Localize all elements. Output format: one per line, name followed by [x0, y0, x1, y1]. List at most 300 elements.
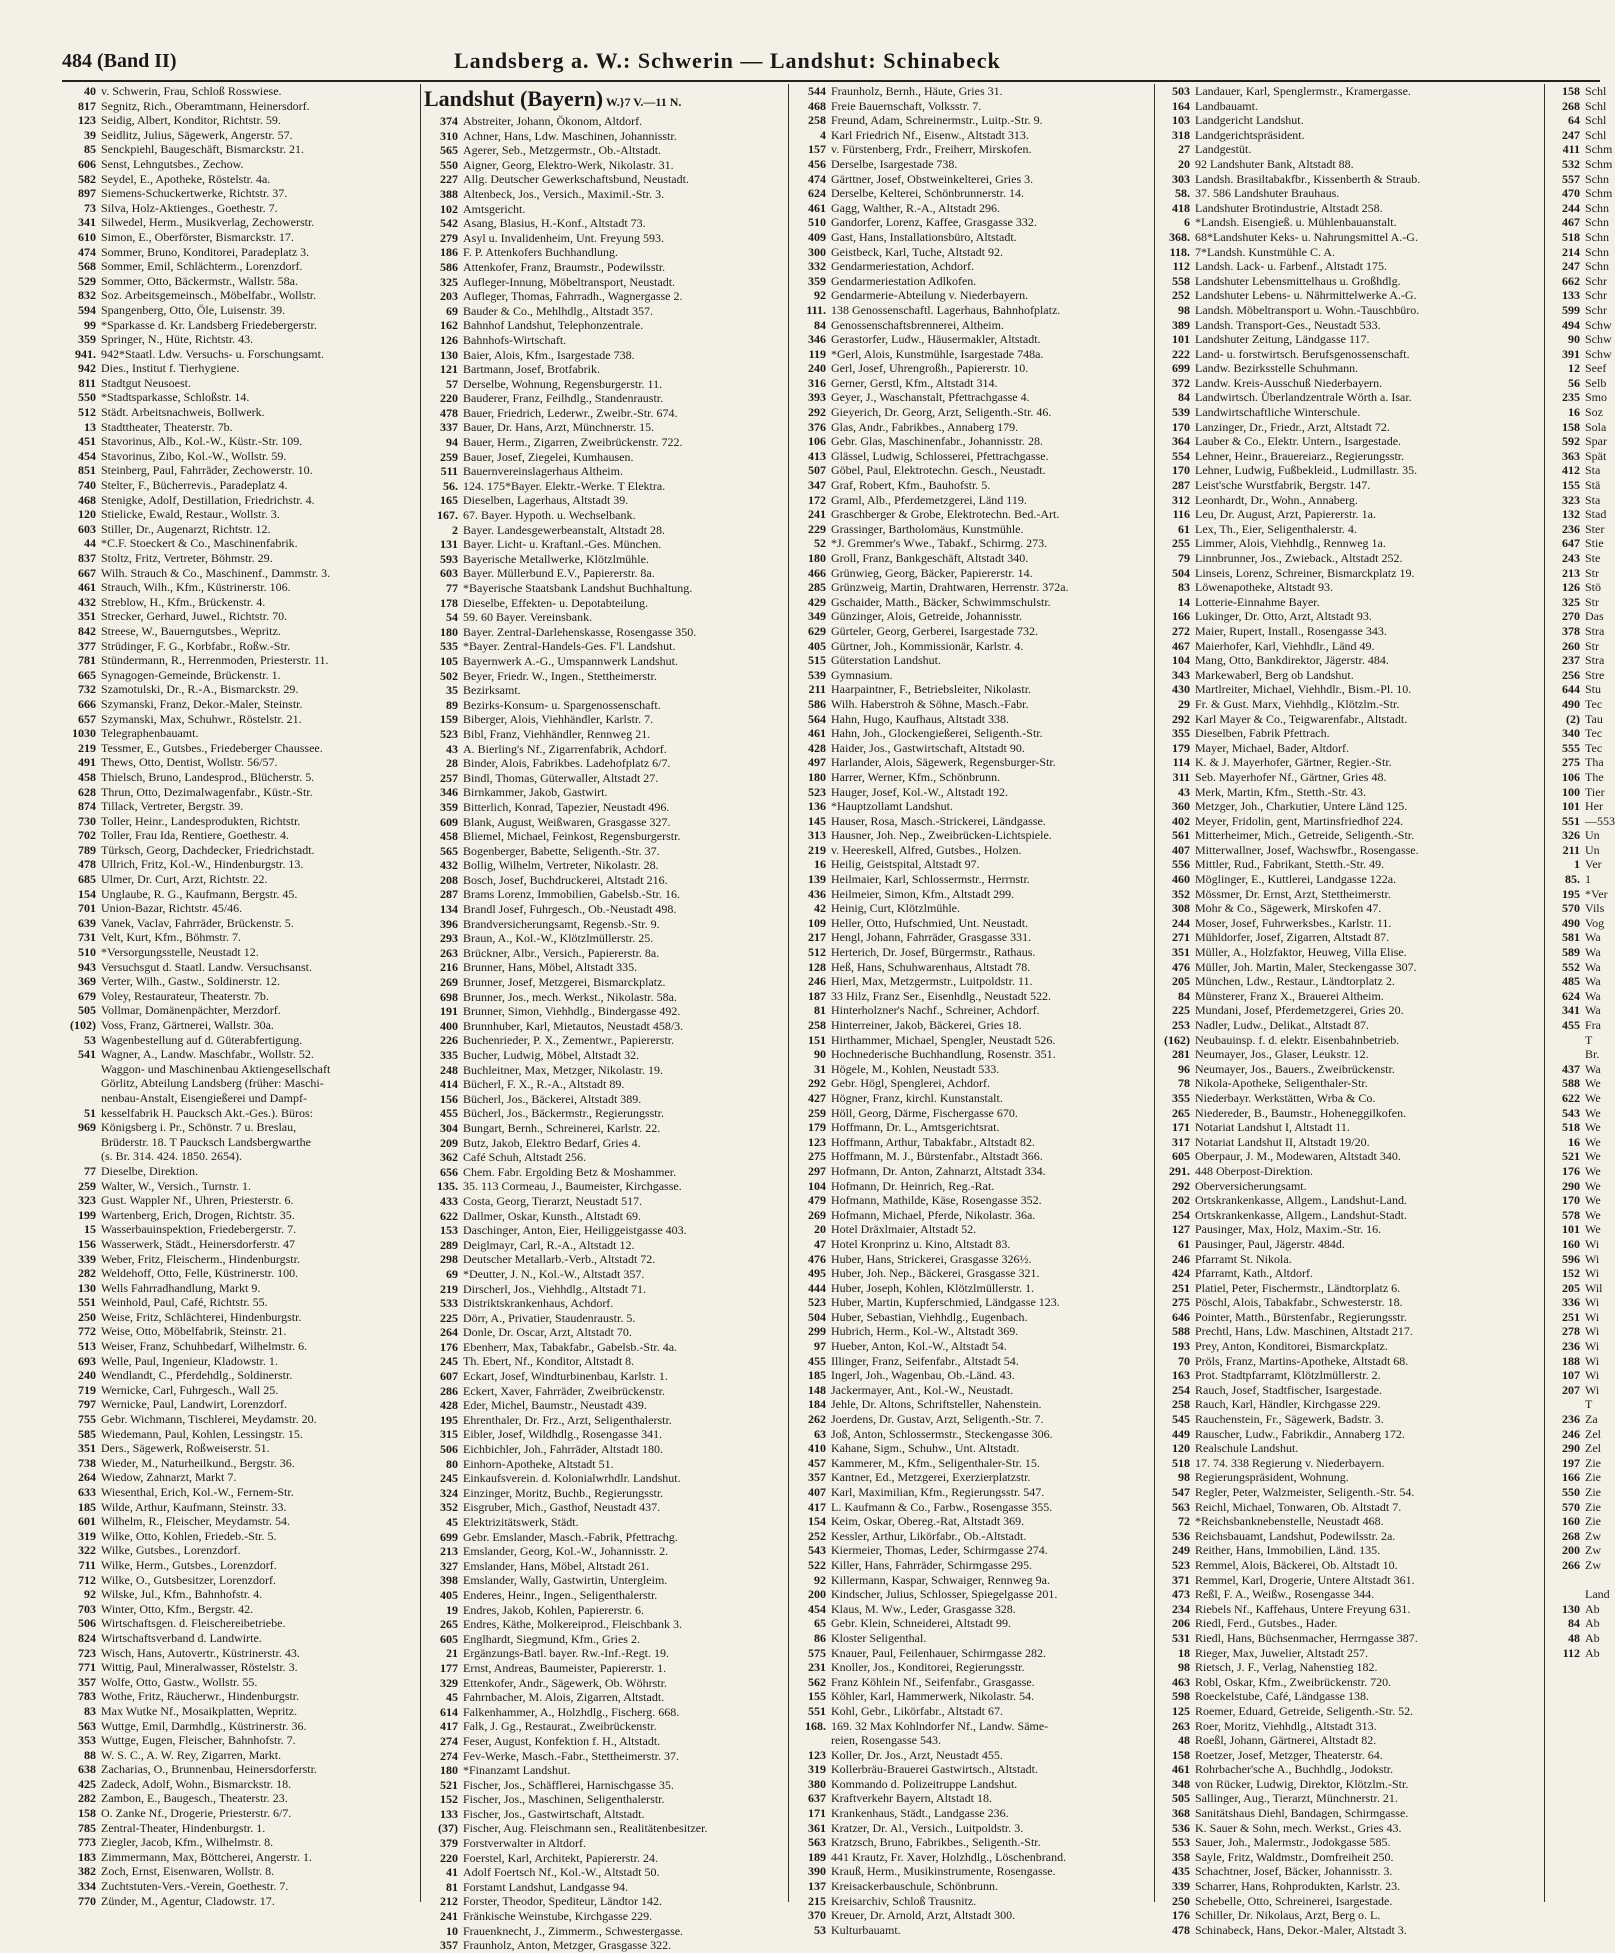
- entry-text: Schm: [1585, 156, 1613, 171]
- entry-text: Gendarmerie-Abteilung v. Niederbayern.: [831, 288, 1029, 303]
- entry-text: Gerner, Gerstl, Kfm., Altstadt 314.: [831, 375, 998, 390]
- directory-entry: [424, 143, 786, 158]
- entry-text: Schm: [1585, 142, 1613, 157]
- directory-entry: [424, 1559, 786, 1574]
- phone-number: 92: [814, 288, 826, 303]
- directory-entry: [1546, 580, 1600, 595]
- entry-text: Streese, W., Bauerngutsbes., Wepritz.: [101, 623, 281, 638]
- directory-entry: [424, 1749, 786, 1764]
- phone-number: 292: [1172, 711, 1190, 726]
- directory-entry: [62, 186, 418, 201]
- directory-entry: [62, 1733, 418, 1748]
- phone-number: 244: [1172, 915, 1190, 930]
- entry-text: Sta: [1585, 463, 1601, 478]
- directory-entry: [792, 1427, 1152, 1442]
- directory-entry: [1158, 1646, 1542, 1661]
- phone-number: 543: [808, 1543, 826, 1558]
- directory-entry: [424, 464, 786, 479]
- phone-number: 43: [446, 741, 458, 756]
- directory-entry: [1158, 1237, 1542, 1252]
- entry-text: Bartmann, Josef, Brotfabrik.: [463, 362, 600, 377]
- phone-number: 605: [440, 1631, 458, 1646]
- entry-text: Merk, Martin, Kfm., Stetth.-Str. 43.: [1195, 784, 1366, 799]
- entry-text: We: [1585, 1120, 1601, 1135]
- directory-entry: [1158, 1470, 1542, 1485]
- entry-text: Ders., Sägewerk, Roßweiserstr. 51.: [101, 1441, 270, 1456]
- phone-number: 470: [1562, 186, 1580, 201]
- entry-text: Wirtschaftsgen. d. Fleischereibetriebe.: [101, 1616, 286, 1631]
- entry-text: Hubrich, Herm., Kol.-W., Altstadt 369.: [831, 1324, 1019, 1339]
- phone-number: 126: [1562, 580, 1580, 595]
- phone-number: 290: [1562, 1178, 1580, 1193]
- entry-text: Das: [1585, 609, 1604, 624]
- entry-text: Landgerichtspräsident.: [1195, 127, 1305, 142]
- entry-text: Landsh. Transport-Ges., Neustadt 533.: [1195, 317, 1381, 332]
- phone-number: 582: [78, 171, 96, 186]
- directory-entry: [1158, 653, 1542, 668]
- phone-number: 369: [78, 974, 96, 989]
- directory-entry: [792, 741, 1152, 756]
- phone-number: 585: [78, 1426, 96, 1441]
- phone-number: 400: [440, 1018, 458, 1033]
- phone-number: 158: [1562, 84, 1580, 98]
- phone-number: 504: [808, 1309, 826, 1324]
- phone-number: 351: [78, 1441, 96, 1456]
- phone-number: 106: [1562, 769, 1580, 784]
- phone-number: 92: [814, 1572, 826, 1587]
- directory-entry: [62, 347, 418, 362]
- phone-number: 167.: [437, 508, 458, 523]
- entry-text: Kreisarchiv, Schloß Trausnitz.: [831, 1893, 977, 1908]
- phone-number: 297: [808, 1163, 826, 1178]
- phone-number: 529: [78, 273, 96, 288]
- directory-entry: [1546, 463, 1600, 478]
- phone-number: 393: [808, 390, 826, 405]
- directory-entry: [792, 872, 1152, 887]
- entry-text: Graf, Robert, Kfm., Bauhofstr. 5.: [831, 478, 991, 493]
- entry-text: Roeckelstube, Café, Ländgasse 138.: [1195, 1689, 1369, 1704]
- phone-number: 352: [440, 1500, 458, 1515]
- phone-number: 298: [440, 1252, 458, 1267]
- entry-text: Zimmermann, Max, Böttcherei, Angerstr. 1.: [101, 1849, 312, 1864]
- entry-text: Schl: [1585, 113, 1607, 128]
- directory-entry: [1158, 361, 1542, 376]
- directory-entry: [424, 1500, 786, 1515]
- directory-entry: [62, 128, 418, 143]
- phone-number: 308: [1172, 901, 1190, 916]
- directory-entry: [792, 1850, 1152, 1865]
- phone-number: 235: [1562, 390, 1580, 405]
- entry-text: Strauch, Wilh., Kfm., Küstrinerstr. 106.: [101, 580, 291, 595]
- directory-entry: [62, 113, 418, 128]
- phone-number: 156: [78, 1236, 96, 1251]
- entry-text: We: [1585, 1090, 1601, 1105]
- entry-text: Hotel Dräxlmaier, Altstadt 52.: [831, 1222, 977, 1237]
- entry-text: Zw: [1585, 1528, 1601, 1543]
- entry-text: Ab: [1585, 1630, 1600, 1645]
- entry-text: Wolfe, Otto, Gastw., Wollstr. 55.: [101, 1674, 258, 1689]
- directory-entry: [792, 230, 1152, 245]
- directory-entry: [1158, 712, 1542, 727]
- entry-text: Prot. Stadtpfarramt, Klötzlmüllerstr. 2.: [1195, 1368, 1381, 1383]
- phone-number: 246: [1562, 1426, 1580, 1441]
- phone-number: 219: [808, 842, 826, 857]
- phone-number: 289: [440, 1237, 458, 1252]
- entry-text: Bitterlich, Konrad, Tapezier, Neustadt 496.: [463, 799, 670, 814]
- directory-entry: [792, 1354, 1152, 1369]
- phone-number: 257: [440, 770, 458, 785]
- phone-number: 28: [446, 756, 458, 771]
- entry-text: Wieder, M., Naturheilkund., Bergstr. 36.: [101, 1455, 295, 1470]
- phone-number: 259: [440, 449, 458, 464]
- entry-text: Killer, Hans, Fahrräder, Schirmgasse 295.: [831, 1557, 1032, 1572]
- directory-entry: [62, 712, 418, 727]
- directory-entry: [1158, 1806, 1542, 1821]
- phone-number: 29: [1178, 696, 1190, 711]
- directory-entry: [792, 1762, 1152, 1777]
- directory-entry: [1546, 915, 1605, 931]
- entry-text: Schw: [1585, 332, 1612, 347]
- phone-number: 265: [440, 1617, 458, 1632]
- directory-entry: [792, 1616, 1152, 1631]
- phone-number: 588: [1172, 1324, 1190, 1339]
- directory-entry: [424, 172, 786, 187]
- directory-entry: [1158, 230, 1542, 245]
- entry-text: Högner, Franz, kirchl. Kunstanstalt.: [831, 1090, 1003, 1105]
- phone-number: 154: [808, 1514, 826, 1529]
- directory-entry: [424, 1865, 786, 1880]
- entry-text: Hofmann, Dr. Anton, Zahnarzt, Altstadt 334.: [831, 1163, 1046, 1178]
- phone-number: 275: [1562, 755, 1580, 770]
- entry-text: *C.F. Stoeckert & Co., Maschinenfabrik.: [101, 536, 298, 551]
- entry-text: v. Heereskell, Alfred, Gutsbes., Holzen.: [831, 842, 1022, 857]
- entry-text: Ab: [1585, 1645, 1600, 1660]
- directory-entry: [792, 668, 1152, 683]
- entry-text: We: [1585, 1207, 1601, 1222]
- phone-number: 789: [78, 842, 96, 857]
- directory-entry: [1546, 930, 1600, 945]
- directory-entry: [792, 1003, 1152, 1018]
- phone-number: 942: [78, 361, 96, 376]
- entry-text: Schn: [1585, 259, 1609, 274]
- phone-number: 732: [78, 682, 96, 697]
- directory-entry: [424, 260, 786, 275]
- entry-text: Gürteler, Georg, Gerberei, Isargestade 732.: [831, 623, 1038, 638]
- directory-entry: [1158, 726, 1542, 741]
- directory-entry: [1158, 1135, 1542, 1150]
- phone-number: 380: [808, 1776, 826, 1791]
- entry-text: Streblow, H., Kfm., Brückenstr. 4.: [101, 594, 266, 609]
- directory-entry: [62, 1003, 418, 1018]
- directory-entry: [424, 493, 786, 508]
- directory-entry: [1546, 186, 1613, 201]
- entry-text: Szymanski, Franz, Dekor.-Maler, Steinstr.: [101, 696, 303, 711]
- phone-number: 179: [1172, 740, 1190, 755]
- directory-entry: [792, 215, 1152, 230]
- entry-text: Roemer, Eduard, Getreide, Seligenth.-Str. 52.: [1195, 1703, 1414, 1718]
- directory-entry: [1546, 1149, 1600, 1164]
- directory-entry: [424, 1632, 786, 1647]
- entry-text: Soz. Arbeitsgemeinsch., Möbelfabr., Wollstr.: [101, 288, 317, 303]
- entry-text: Hoffmann, Dr. L., Amtsgerichtsrat.: [831, 1120, 1000, 1135]
- directory-entry: [1546, 244, 1609, 260]
- directory-entry: [792, 1777, 1152, 1792]
- entry-text: Rauch, Karl, Händler, Kirchgasse 229.: [1195, 1397, 1381, 1412]
- entry-text: Metzger, Joh., Charkutier, Untere Länd 125.: [1195, 799, 1408, 814]
- directory-entry: [62, 230, 418, 245]
- phone-number: 90: [814, 1047, 826, 1062]
- entry-text: The: [1585, 769, 1604, 784]
- phone-number: 259: [808, 1105, 826, 1120]
- directory-entry: [1546, 1106, 1600, 1121]
- entry-text: Foerstel, Karl, Architekt, Papiererstr. 24.: [463, 1850, 658, 1865]
- entry-text: Heilmeier, Simon, Kfm., Altstadt 299.: [831, 886, 1015, 901]
- entry-text: Bollig, Wilhelm, Vertreter, Nikolastr. 28.: [463, 858, 659, 873]
- phone-number: 292: [808, 1076, 826, 1091]
- phone-number: 637: [808, 1791, 826, 1806]
- directory-entry: [424, 129, 786, 144]
- directory-entry: [792, 1719, 1152, 1734]
- directory-entry: [424, 712, 786, 727]
- entry-text: Forstamt Landshut, Landgasse 94.: [463, 1879, 628, 1894]
- directory-entry: [62, 974, 418, 989]
- entry-text: Schebelle, Otto, Schreinerei, Isargestade.: [1195, 1893, 1393, 1908]
- entry-text: Weber, Fritz, Fleischerm., Hindenburgstr.: [101, 1251, 300, 1266]
- entry-text: nenbau-Anstalt, Eisengießerei und Dampf-: [101, 1090, 307, 1105]
- phone-number: 176: [440, 1339, 458, 1354]
- directory-entry: [1158, 332, 1542, 347]
- directory-entry: [792, 595, 1152, 610]
- entry-text: Nikola-Apotheke, Seligenthaler-Str.: [1195, 1076, 1368, 1091]
- entry-text: Stavorinus, Zibo, Kol.-W., Wollstr. 59.: [101, 448, 287, 463]
- phone-number: 391: [1562, 346, 1580, 361]
- directory-entry: [424, 1676, 786, 1691]
- phone-number: 357: [808, 1470, 826, 1485]
- directory-entry: [1546, 1631, 1600, 1646]
- entry-text: *Stadtsparkasse, Schloßstr. 14.: [101, 390, 250, 405]
- phone-number: 100: [1562, 784, 1580, 799]
- entry-text: Wi: [1585, 1368, 1600, 1383]
- entry-text: 1: [1585, 872, 1591, 887]
- entry-text: Vils: [1585, 901, 1605, 916]
- phone-number: 355: [1172, 726, 1190, 741]
- entry-text: Rietsch, J. F., Verlag, Nahenstieg 182.: [1195, 1660, 1378, 1675]
- directory-entry: [62, 493, 418, 508]
- phone-number: 137: [808, 1879, 826, 1894]
- phone-number: 490: [1562, 696, 1580, 711]
- phone-number: 293: [440, 931, 458, 946]
- entry-text: Deiglmayr, Carl, R.-A., Altstadt 12.: [463, 1237, 635, 1252]
- directory-entry: [1158, 1441, 1542, 1456]
- entry-text: Hoffmann, M. J., Bürstenfabr., Altstadt 366.: [831, 1149, 1043, 1164]
- entry-text: Hauser, Rosa, Masch.-Strickerei, Ländgasse.: [831, 813, 1046, 828]
- directory-entry: [1158, 1354, 1542, 1369]
- phone-number: 586: [808, 696, 826, 711]
- directory-entry: [1158, 1777, 1542, 1792]
- phone-number: (162): [1164, 1032, 1190, 1047]
- phone-number: 556: [1172, 857, 1190, 872]
- phone-number: 104: [808, 1178, 826, 1193]
- directory-entry: [1158, 1091, 1542, 1106]
- directory-entry: [1546, 595, 1600, 610]
- entry-text: Thielsch, Bruno, Landesprod., Blücherstr. 5.: [101, 769, 315, 784]
- entry-text: Bücherl, F. X., R.-A., Altstadt 89.: [463, 1077, 625, 1092]
- entry-text: Herterich, Dr. Josef, Bürgermstr., Rathaus.: [831, 945, 1036, 960]
- entry-text: Wilke, Herm., Gutsbes., Lorenzdorf.: [101, 1557, 277, 1572]
- phone-number: 106: [808, 434, 826, 449]
- directory-entry: [1546, 288, 1607, 303]
- directory-entry: [62, 332, 418, 347]
- entry-text: Hierl, Max, Metzgermstr., Luitpoldstr. 11.: [831, 974, 1033, 989]
- directory-entry: [62, 741, 418, 756]
- directory-entry: [424, 946, 786, 961]
- entry-text: Roer, Moritz, Viehhdlg., Altstadt 313.: [1195, 1718, 1377, 1733]
- entry-text: Ingerl, Joh., Wagenbau, Ob.-Länd. 43.: [831, 1368, 1015, 1383]
- phone-number: 254: [1172, 1382, 1190, 1397]
- phone-number: 127: [1172, 1222, 1190, 1237]
- phone-number: 428: [440, 1398, 458, 1413]
- phone-number: 811: [78, 375, 96, 390]
- entry-text: Brunner, Hans, Möbel, Altstadt 335.: [463, 960, 638, 975]
- directory-entry: [1546, 229, 1609, 245]
- directory-entry: [1158, 1222, 1542, 1237]
- directory-entry: [1546, 974, 1600, 989]
- entry-text: Dieselben, Fabrik Pfettrach.: [1195, 726, 1330, 741]
- entry-text: Schr: [1585, 273, 1607, 288]
- phone-number: 773: [78, 1835, 96, 1850]
- entry-text: Ab: [1585, 1601, 1600, 1616]
- entry-text: 35. 113 Cormeau, J., Baumeister, Kirchgasse.: [463, 1179, 682, 1194]
- phone-number: 432: [78, 594, 96, 609]
- directory-entry: [792, 1120, 1152, 1135]
- directory-entry: [424, 1296, 786, 1311]
- phone-number: 217: [808, 930, 826, 945]
- entry-text: Sanitätshaus Diehl, Bandagen, Schirmgasse.: [1195, 1806, 1409, 1821]
- directory-entry: [1546, 273, 1607, 289]
- directory-entry: [62, 1806, 418, 1821]
- directory-entry: [1546, 711, 1603, 727]
- phone-number: 275: [808, 1149, 826, 1164]
- phone-number: 522: [808, 1557, 826, 1572]
- directory-entry: [424, 1092, 786, 1107]
- page-header: [60, 46, 1600, 76]
- entry-text: Linnbrunner, Jos., Zwieback., Altstadt 252.: [1195, 551, 1403, 565]
- phone-number: 335: [440, 1048, 458, 1062]
- phone-number: 236: [1562, 1339, 1580, 1354]
- phone-number: 61: [1178, 1236, 1190, 1251]
- directory-entry: [1546, 1470, 1600, 1485]
- phone-number: 407: [1172, 842, 1190, 857]
- directory-entry: [1158, 390, 1542, 405]
- entry-text: Schm: [1585, 186, 1613, 201]
- phone-number: 80: [446, 1456, 458, 1471]
- entry-text: Bezirks-Konsum- u. Spargenossenschaft.: [463, 697, 661, 712]
- entry-text: Aufleger-Innung, Möbeltransport, Neustadt.: [463, 274, 676, 289]
- entry-text: 169. 32 Max Kohlndorfer Nf., Landw. Säme-: [831, 1718, 1049, 1733]
- entry-text: Braun, A., Kol.-W., Klötzlmüllerstr. 25.: [463, 931, 654, 946]
- phone-number: 897: [78, 186, 96, 201]
- directory-entry: [62, 960, 418, 975]
- phone-number: 512: [78, 405, 96, 420]
- phone-number: 478: [440, 405, 458, 420]
- directory-entry: [62, 1558, 418, 1573]
- phone-number: 64: [1568, 113, 1580, 128]
- phone-number: 268: [1562, 98, 1580, 113]
- directory-entry: [1546, 784, 1605, 800]
- entry-text: Regler, Peter, Walzmeister, Seligenth.-Str. 54.: [1195, 1485, 1415, 1499]
- entry-text: Gieyerich, Dr. Georg, Arzt, Seligenth.-Str. 46.: [831, 405, 1052, 420]
- directory-entry: [1158, 1616, 1542, 1631]
- phone-number: 402: [1172, 813, 1190, 828]
- column-divider: [1154, 84, 1155, 1902]
- entry-text: Gagg, Walther, R.-A., Altstadt 296.: [831, 200, 1000, 215]
- directory-entry: [792, 1222, 1152, 1237]
- phone-number: 817: [78, 98, 96, 113]
- entry-text: Stiller, Dr., Augenarzt, Richtstr. 12.: [101, 521, 271, 536]
- entry-text: Kantner, Ed., Metzgerei, Exerzierplatzstr.: [831, 1470, 1031, 1485]
- entry-text: Bücherl, Jos., Bäckermstr., Regierungsstr.: [463, 1106, 664, 1121]
- directory-entry: [1158, 449, 1542, 464]
- phone-number: 250: [78, 1309, 96, 1324]
- phone-number: 698: [440, 989, 458, 1004]
- entry-text: We: [1585, 1134, 1601, 1149]
- entry-text: Falk, J. Gg., Restaurat., Zweibrückenstr.: [463, 1719, 657, 1734]
- phone-number: 195: [440, 1412, 458, 1427]
- directory-entry: [424, 1530, 786, 1545]
- directory-entry: [792, 1587, 1152, 1602]
- directory-entry: [1546, 1179, 1600, 1194]
- directory-entry: [424, 1106, 786, 1121]
- phone-number: 15: [84, 1222, 96, 1237]
- entry-text: Toller, Frau Ida, Rentiere, Goethestr. 4.: [101, 828, 289, 843]
- entry-text: Huber, Hans, Strickerei, Grasgasse 326½.: [831, 1251, 1032, 1266]
- directory-entry: [1158, 1573, 1542, 1588]
- entry-text: Enderes, Heinr., Ingen., Seligenthalerstr.: [463, 1587, 658, 1602]
- entry-text: *Landsh. Eisengieß. u. Mühlenbauanstalt.: [1195, 215, 1397, 230]
- entry-text: Zie: [1585, 1455, 1601, 1470]
- phone-number: 518: [1172, 1455, 1190, 1470]
- entry-text: Walter, W., Versich., Turnstr. 1.: [101, 1178, 252, 1193]
- directory-entry: [1546, 945, 1600, 960]
- entry-text: A. Bierling's Nf., Zigarrenfabrik, Achdorf.: [463, 741, 667, 756]
- phone-number: 551: [78, 1295, 96, 1310]
- entry-text: Brandversicherungsamt, Regensb.-Str. 9.: [463, 916, 660, 931]
- entry-text: Ettenkofer, Andr., Sägewerk, Ob. Wöhrstr.: [463, 1675, 667, 1690]
- phone-number: 781: [78, 653, 96, 668]
- directory-entry: [1158, 1281, 1542, 1296]
- phone-number: 313: [808, 828, 826, 843]
- directory-entry: [1158, 960, 1542, 975]
- phone-number: 461: [1172, 1762, 1190, 1777]
- entry-text: Landw. Kreis-Ausschuß Niederbayern.: [1195, 375, 1383, 390]
- directory-entry: [1546, 1616, 1600, 1631]
- directory-entry: [424, 158, 786, 173]
- directory-entry: [62, 1573, 418, 1588]
- entry-text: Eibler, Josef, Wildhdlg., Rosengasse 341.: [463, 1427, 663, 1442]
- phone-number: 783: [78, 1689, 96, 1704]
- entry-text: Silwedel, Herm., Musikverlag, Zechowerstr.: [101, 215, 315, 230]
- entry-text: Zie: [1585, 1499, 1601, 1514]
- directory-entry: [792, 1806, 1152, 1821]
- directory-entry: [792, 653, 1152, 668]
- phone-number: 155: [1562, 478, 1580, 493]
- entry-text: Waggon- und Maschinenbau Aktiengesellschaft: [101, 1061, 331, 1076]
- phone-number: 347: [808, 478, 826, 493]
- directory-entry: [1158, 172, 1542, 187]
- directory-entry: [1158, 288, 1542, 303]
- entry-text: Versuchsgut d. Staatl. Landw. Versuchsanst.: [101, 959, 312, 974]
- entry-text: Strecker, Gerhard, Juwel., Richtstr. 70.: [101, 609, 288, 624]
